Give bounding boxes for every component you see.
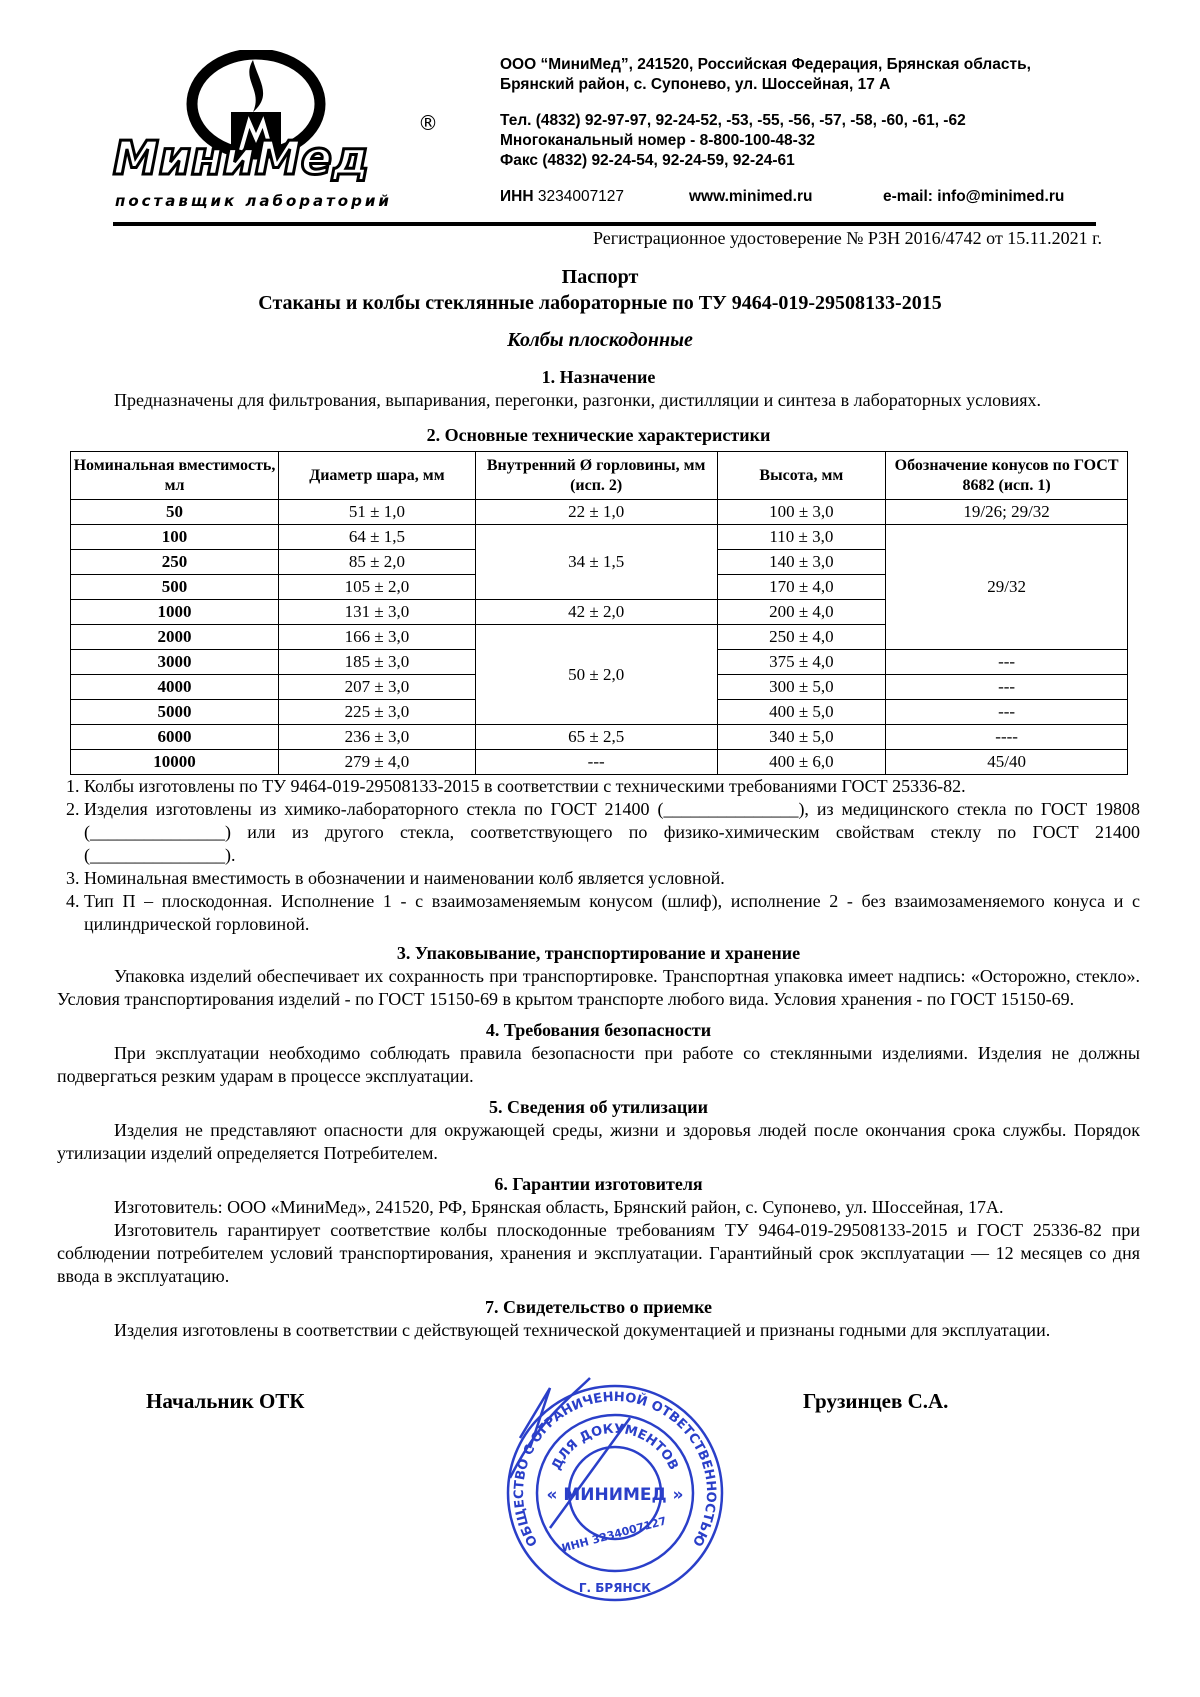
table-cell: 400 ± 5,0 xyxy=(717,700,886,725)
table-cell: 100 ± 3,0 xyxy=(717,500,886,525)
table-cell: 400 ± 6,0 xyxy=(717,750,886,775)
document-body xyxy=(57,360,1140,1595)
section-7-text: Изделия изготовлены в соответствии с действующей технической документацией и признаны годными для эксплуатации. xyxy=(114,1320,1051,1340)
stamp-outer-text: ОБЩЕСТВО С ОГРАНИЧЕННОЙ ОТВЕТСТВЕННОСТЬЮ xyxy=(511,1389,719,1549)
header-divider xyxy=(113,222,1096,226)
table-cell: 5000 xyxy=(71,700,279,725)
table-cell: 85 ± 2,0 xyxy=(279,550,476,575)
table-cell: 19/26; 29/32 xyxy=(886,500,1128,525)
section-6-title: 6. Гарантии изготовителя xyxy=(494,1174,703,1194)
table-cell: 22 ± 1,0 xyxy=(475,500,717,525)
table-cell: 100 xyxy=(71,525,279,550)
table-cell: 6000 xyxy=(71,725,279,750)
note-item: 4. Тип П – плоскодонная. Исполнение 1 - с взаимозаменяемым конусом (шлиф), исполнение 2 - без взаимозаменяемого конуса и с цилиндрической горловиной. xyxy=(84,890,1140,936)
table-cell: 1000 xyxy=(71,600,279,625)
note-item: 2. Изделия изготовлены из химико-лабораторного стекла по ГОСТ 21400 (_______________), из медицинского стекла по ГОСТ 19808 (_______________) или из другого стекла, соответствующего по физико-химическим свойствам стеклу по ГОСТ 21400 (_______________). xyxy=(84,798,1140,867)
table-cell: 50 ± 2,0 xyxy=(475,625,717,725)
table-cell: 29/32 xyxy=(886,525,1128,650)
table-cell: 166 ± 3,0 xyxy=(279,625,476,650)
company-logo xyxy=(113,50,443,215)
table-cell: 340 ± 5,0 xyxy=(717,725,886,750)
note-item: 3. Номинальная вместимость в обозначении и наименовании колб является условной. xyxy=(84,867,1140,890)
document-title: Паспорт xyxy=(561,266,639,288)
logo-registered-mark: ® xyxy=(418,111,438,135)
table-cell: 65 ± 2,5 xyxy=(475,725,717,750)
column-header: Номинальная вместимость, мл xyxy=(71,452,279,500)
table-row xyxy=(71,525,1128,550)
phone: Тел. (4832) 92-97-97, 92-24-52, -53, -55, -56, -57, -58, -60, -61, -62 xyxy=(500,112,966,129)
table-cell: 500 xyxy=(71,575,279,600)
table-cell: 170 ± 4,0 xyxy=(717,575,886,600)
section-6-manufacturer: Изготовитель: ООО «МиниМед», 241520, РФ, Брянская область, Брянский район, с. Супонево, ул. Шоссейная, 17А. xyxy=(114,1197,1004,1217)
multichannel-phone: Многоканальный номер - 8-800-100-48-32 xyxy=(500,132,816,149)
table-cell: 110 ± 3,0 xyxy=(717,525,886,550)
table-cell: --- xyxy=(475,750,717,775)
address-line-1: ООО “МиниМед”, 241520, Российская Федерация, Брянская область, xyxy=(500,56,1031,73)
table-cell: 34 ± 1,5 xyxy=(475,525,717,600)
table-cell: 207 ± 3,0 xyxy=(279,675,476,700)
table-cell: 200 ± 4,0 xyxy=(717,600,886,625)
section-4-title: 4. Требования безопасности xyxy=(485,1020,712,1040)
section-5-title: 5. Сведения об утилизации xyxy=(488,1097,709,1117)
website-link[interactable]: www.minimed.ru xyxy=(689,188,813,205)
section-1-text: Предназначены для фильтрования, выпаривания, перегонки, разгонки, дистилляции и синтеза в лабораторных условиях. xyxy=(114,390,1042,410)
section-6-warranty: Изготовитель гарантирует соответствие колбы плоскодонные требованиям ТУ 9464-019-29508133-2015 и ГОСТ 25336-82 при соблюдении потребителем условий транспортирования, хранения и эксплуатации. Гарантийный срок эксплуатации — 12 месяцев со дня ввода в эксплуатацию. xyxy=(57,1220,1140,1286)
inn-label: ИНН xyxy=(500,188,534,205)
table-cell: --- xyxy=(886,700,1128,725)
table-cell: 64 ± 1,5 xyxy=(279,525,476,550)
signatory-position: Начальник ОТК xyxy=(146,1389,305,1413)
email-link[interactable]: e-mail: info@minimed.ru xyxy=(883,188,1065,205)
inn-value: 3234007127 xyxy=(537,188,625,205)
column-header: Внутренний Ø горловины, мм (исп. 2) xyxy=(475,452,717,500)
signature-row xyxy=(57,1388,1140,1595)
stamp-center-text: « МИНИМЕД » xyxy=(546,1485,684,1505)
section-1-title: 1. Назначение xyxy=(541,367,656,387)
table-cell: 225 ± 3,0 xyxy=(279,700,476,725)
stamp-inn: ИНН 3234007127 xyxy=(560,1514,668,1555)
stamp-city: Г. БРЯНСК xyxy=(578,1581,652,1595)
table-row xyxy=(71,750,1128,775)
table-cell: 250 ± 4,0 xyxy=(717,625,886,650)
product-name: Колбы плоскодонные xyxy=(507,329,693,351)
table-cell: 375 ± 4,0 xyxy=(717,650,886,675)
column-header: Высота, мм xyxy=(717,452,886,500)
logo-tagline: поставщик лабораторий xyxy=(115,192,392,210)
table-cell: 42 ± 2,0 xyxy=(475,600,717,625)
table-cell: 236 ± 3,0 xyxy=(279,725,476,750)
table-cell: 4000 xyxy=(71,675,279,700)
note-item: 1. Колбы изготовлены по ТУ 9464-019-29508133-2015 в соответствии с техническими требованиями ГОСТ 25336-82. xyxy=(84,775,1140,798)
registration-certificate: Регистрационное удостоверение № РЗН 2016/4742 от 15.11.2021 г. xyxy=(592,228,1102,248)
table-cell: 105 ± 2,0 xyxy=(279,575,476,600)
section-3-title: 3. Упаковывание, транспортирование и хранение xyxy=(396,943,801,963)
section-4-text: При эксплуатации необходимо соблюдать правила безопасности при работе со стеклянными изделиями. Изделия не должны подвергаться резким ударам в процессе эксплуатации. xyxy=(57,1043,1140,1086)
table-cell: 140 ± 3,0 xyxy=(717,550,886,575)
table-cell: 45/40 xyxy=(886,750,1128,775)
table-cell: 50 xyxy=(71,500,279,525)
signatory-name: Грузинцев С.А. xyxy=(803,1389,949,1413)
notes-list xyxy=(57,775,1140,936)
table-cell: 185 ± 3,0 xyxy=(279,650,476,675)
logo-brand: МиниМед xyxy=(113,131,370,185)
column-header: Обозначение конусов по ГОСТ 8682 (исп. 1) xyxy=(886,452,1128,500)
table-cell: 131 ± 3,0 xyxy=(279,600,476,625)
table-cell: --- xyxy=(886,650,1128,675)
table-cell: 250 xyxy=(71,550,279,575)
table-cell: 2000 xyxy=(71,625,279,650)
table-cell: 3000 xyxy=(71,650,279,675)
section-5-text: Изделия не представляют опасности для окружающей среды, жизни и здоровья людей после окончания срока службы. Порядок утилизации изделий определяется Потребителем. xyxy=(57,1120,1140,1163)
table-cell: --- xyxy=(886,675,1128,700)
fax: Факс (4832) 92-24-54, 92-24-59, 92-24-61 xyxy=(500,152,795,169)
column-header: Диаметр шара, мм xyxy=(279,452,476,500)
table-cell: 279 ± 4,0 xyxy=(279,750,476,775)
company-stamp xyxy=(480,1358,750,1628)
table-row xyxy=(71,500,1128,525)
stamp-inner-text: ДЛЯ ДОКУМЕНТОВ xyxy=(549,1421,681,1473)
section-7-title: 7. Свидетельство о приемке xyxy=(485,1297,712,1317)
table-cell: 10000 xyxy=(71,750,279,775)
document-subtitle: Стаканы и колбы стеклянные лабораторные по ТУ 9464-019-29508133-2015 xyxy=(258,292,942,314)
table-cell: ---- xyxy=(886,725,1128,750)
section-2-title: 2. Основные технические характеристики xyxy=(426,425,771,445)
company-contacts xyxy=(500,55,1100,207)
address-line-2: Брянский район, с. Супонево, ул. Шоссейная, 17 А xyxy=(500,76,891,93)
specs-table xyxy=(70,451,1128,775)
section-3-text: Упаковка изделий обеспечивает их сохранность при транспортировке. Транспортная упаковка имеет надпись: «Осторожно, стекло». Условия транспортирования изделий - по ГОСТ 15150-69 в крытом транспорте любого вида. Условия хранения - по ГОСТ 15150-69. xyxy=(57,966,1140,1009)
table-row xyxy=(71,725,1128,750)
table-cell: 300 ± 5,0 xyxy=(717,675,886,700)
table-cell: 51 ± 1,0 xyxy=(279,500,476,525)
